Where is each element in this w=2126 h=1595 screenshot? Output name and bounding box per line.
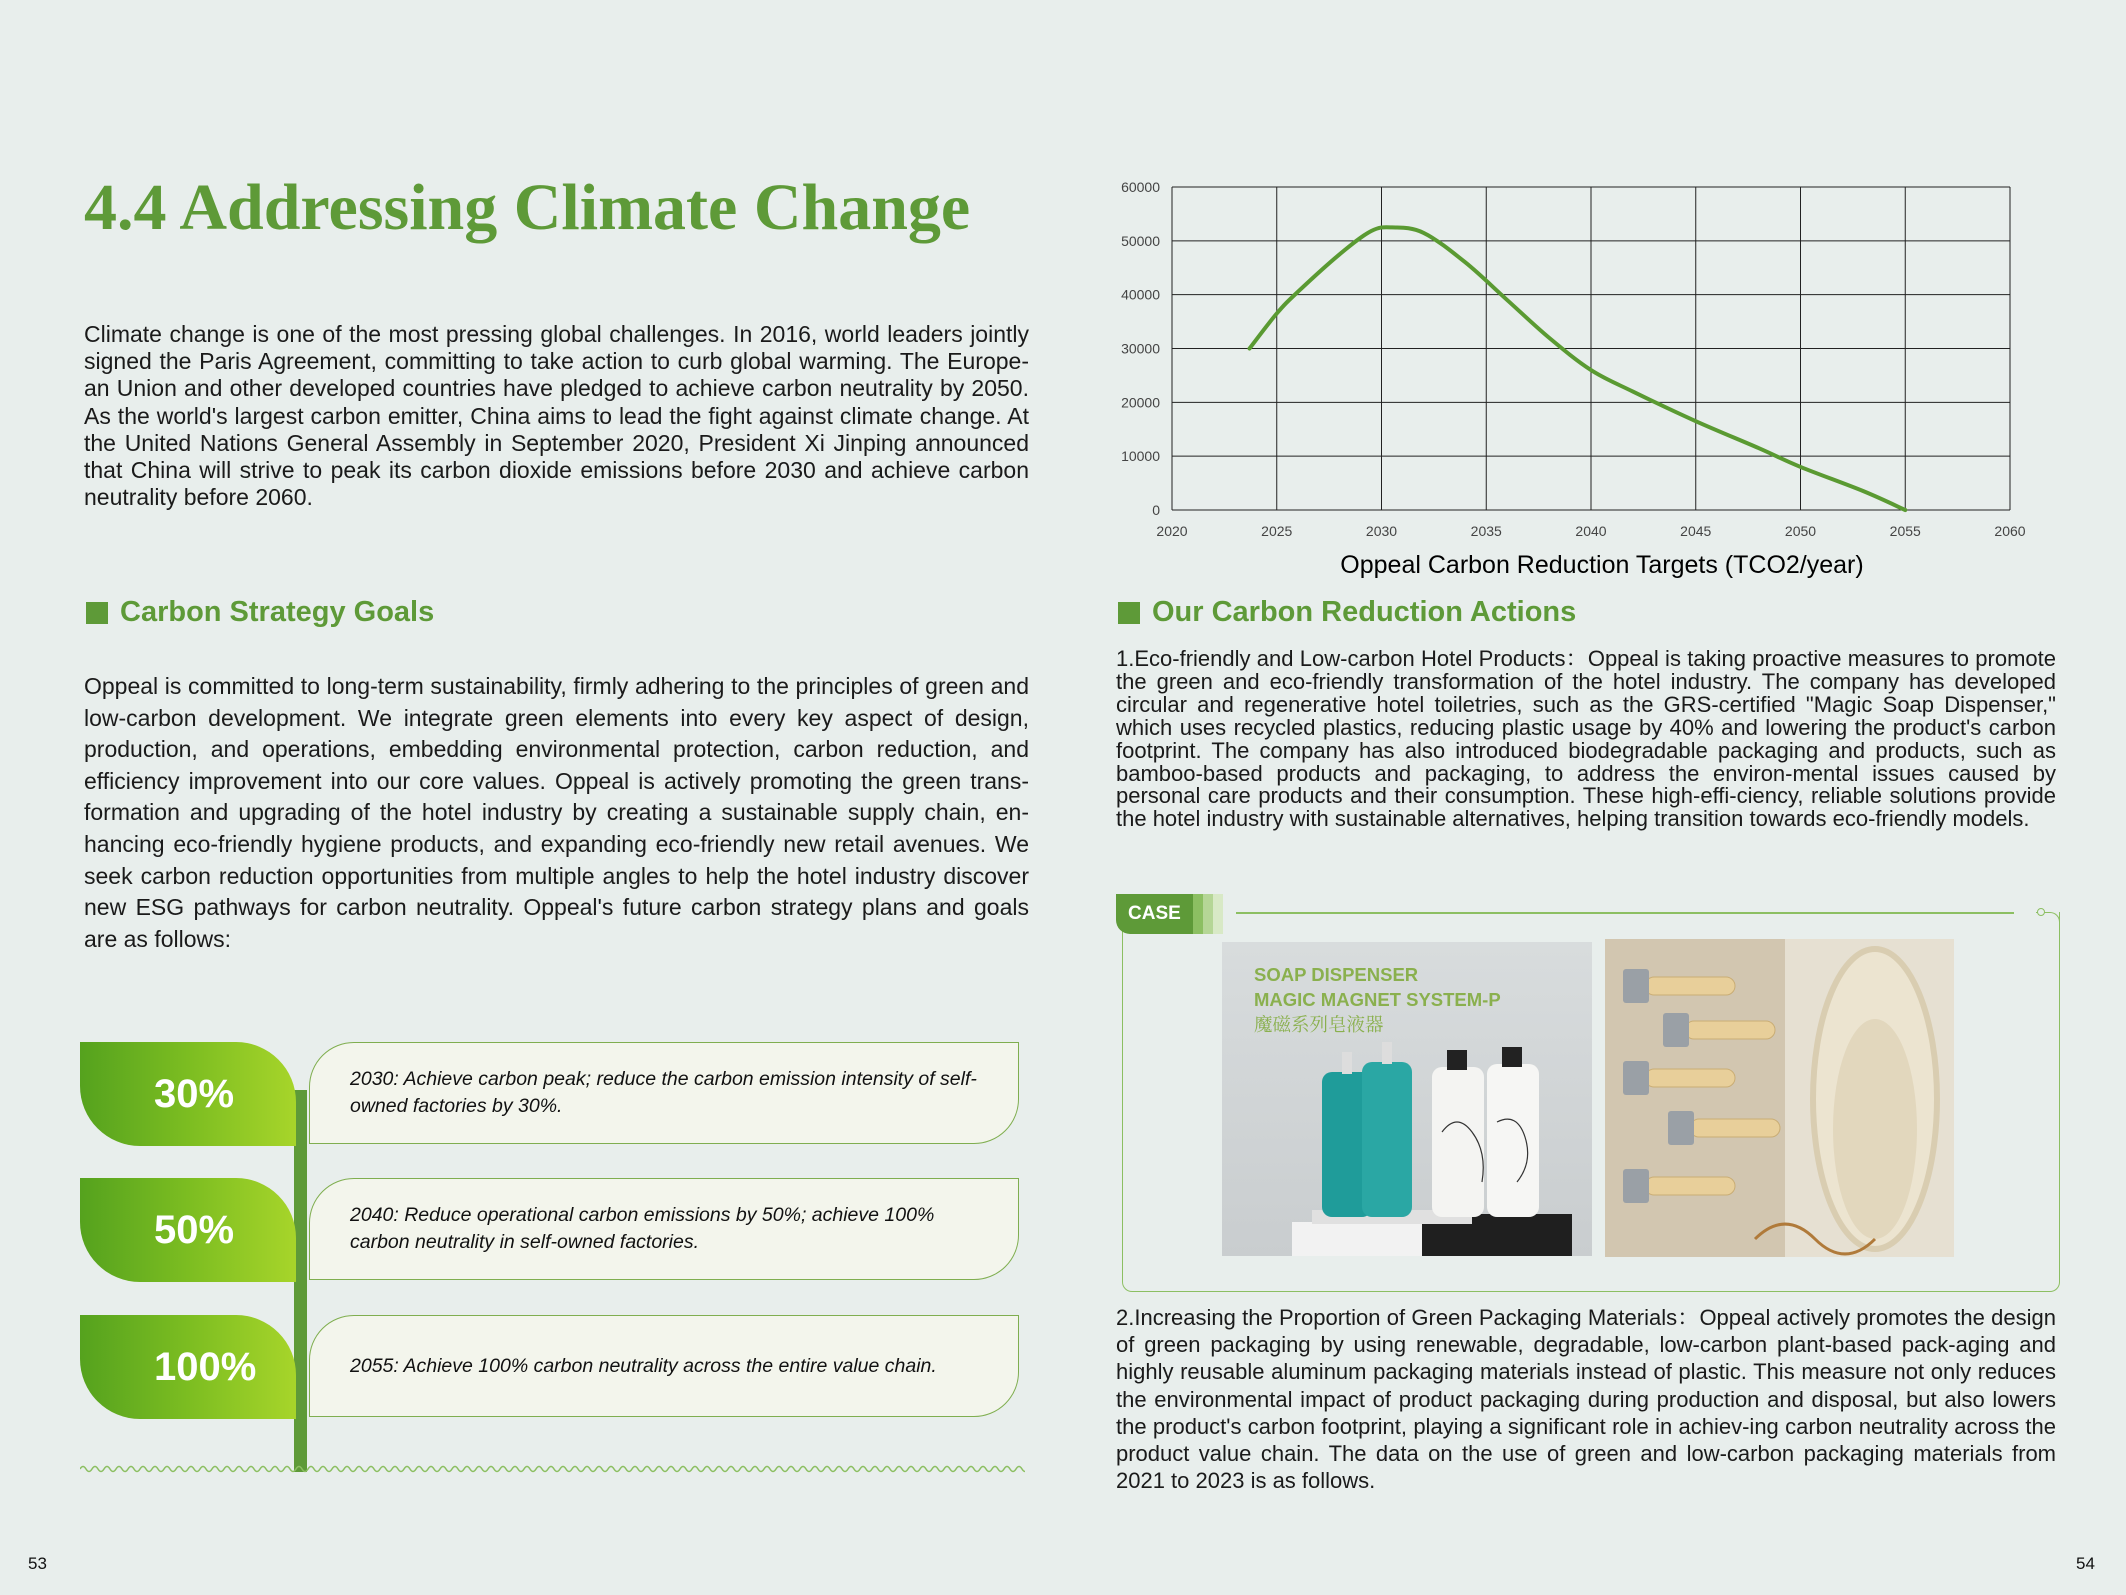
chart-y-tick-label: 0 xyxy=(1152,502,1160,518)
heading-square-icon xyxy=(86,602,108,624)
chart-x-tick-label: 2040 xyxy=(1575,523,1607,539)
strategy-paragraph: Oppeal is committed to long-term sustainability, firmly adhering to the principles of green and low-carbon development. We integrate green elements into every key aspect of design, production, and operations, embedding environmental protection, carbon reduction, and efficiency improvement into our core values. Oppeal is actively promoting the green trans-formation and upgrading of the hotel industry by creating a sustainable supply chain, en-hancing eco-friendly hygiene products, and expanding eco-friendly new retail avenues. We seek carbon reduction opportunities from multiple angles to help the hotel industry discover new ESG pathways for carbon neutrality. Oppeal's future carbon strategy plans and goals are as follows: xyxy=(84,673,1029,952)
chart-x-tick-label: 2030 xyxy=(1365,523,1398,539)
bamboo-illustration xyxy=(1605,939,1954,1257)
goal-text-box xyxy=(309,1315,1019,1417)
bamboo-products-photo xyxy=(1605,939,1954,1257)
goal-percent-badge: 100% xyxy=(80,1315,296,1419)
chart-y-tick-label: 40000 xyxy=(1121,286,1160,303)
action-2-paragraph: 2.Increasing the Proportion of Green Packaging Materials：Oppeal actively promotes the design of green packaging by using renewable, degradable, low-carbon plant-based pack-aging and highly reusable aluminum packaging materials instead of plastic. This measure not only reduces the environmental impact of product packaging during production and disposal, but also lowers the product's carbon footprint, playing a significant role in achiev-ing carbon neutrality across the product value chain. The data on the use of green and low-carbon packaging materials from 2021 to 2023 is as follows. xyxy=(1116,1305,2056,1494)
goal-percent-badge: 50% xyxy=(80,1178,296,1282)
chart-y-tick-label: 10000 xyxy=(1121,448,1160,465)
chart-y-tick-label: 60000 xyxy=(1121,179,1160,195)
carbon-targets-chart xyxy=(1110,168,2040,548)
chart-x-tick-label: 2045 xyxy=(1680,523,1712,539)
chart-y-tick-label: 30000 xyxy=(1121,340,1160,357)
actions-heading xyxy=(1118,596,1576,629)
action-1-paragraph: 1.Eco-friendly and Low-carbon Hotel Products：Oppeal is taking proactive measures to promote the green and eco-friendly transformation of the hotel industry. The company has developed circular and regenerative hotel toiletries, such as the GRS-certified "Magic Soap Dispenser," which uses recycled plastics, reducing plastic usage by 40% and lowering the product's carbon footprint. The company has also introduced biodegradable packaging and products, such as bamboo-based products and packaging, to address the environ-mental issues caused by personal care products and their consumption. These high-effi-ciency, reliable solutions provide the hotel industry with sustainable alternatives, helping transition towards eco-friendly models. xyxy=(1116,646,2056,832)
intro-paragraph: Climate change is one of the most pressing global challenges. In 2016, world leaders jointly signed the Paris Agreement, committing to take action to curb global warming. The Europe-an Union and other developed countries have pledged to achieve carbon neutrality by 2050. As the world's largest carbon emitter, China aims to lead the fight against climate change. At the United Nations General Assembly in September 2020, President Xi Jinping announced that China will strive to peak its carbon dioxide emissions before 2030 and achieve carbon neutrality before 2060. xyxy=(84,321,1029,511)
case-label: CASE xyxy=(1116,894,1193,934)
chart-title: Oppeal Carbon Reduction Targets (TCO2/year) xyxy=(1340,551,1864,579)
goal-text: 2040: Reduce operational carbon emissions by 50%; achieve 100% carbon neutrality in self-owned factories. xyxy=(350,1204,935,1253)
wave-divider xyxy=(80,1462,1025,1476)
chart-y-tick-label: 50000 xyxy=(1121,232,1160,249)
page-title: 4.4 Addressing Climate Change xyxy=(84,171,971,244)
chart-x-tick-label: 2025 xyxy=(1261,523,1293,539)
soap-dispenser-photo xyxy=(1222,942,1592,1256)
heading-square-icon xyxy=(1118,602,1140,624)
case-top-line xyxy=(1236,912,2014,914)
goal-text: 2030: Achieve carbon peak; reduce the carbon emission intensity of self-owned factories by 30%. xyxy=(350,1068,977,1117)
strategy-heading xyxy=(86,596,434,629)
goal-text: 2055: Achieve 100% carbon neutrality across the entire value chain. xyxy=(350,1354,937,1377)
photo-caption: SOAP DISPENSER MAGIC MAGNET SYSTEM-P 魔磁系列皂液器 xyxy=(1254,964,1501,1035)
chart-x-tick-label: 2060 xyxy=(1994,523,2026,539)
dispenser-illustration xyxy=(1222,942,1592,1256)
chart-y-tick-label: 20000 xyxy=(1121,394,1160,411)
goal-percent-badge: 30% xyxy=(80,1042,296,1146)
goal-text-box xyxy=(309,1042,1019,1144)
page-number-left: 53 xyxy=(28,1554,47,1573)
chart-x-tick-label: 2050 xyxy=(1784,523,1817,539)
page-number-right: 54 xyxy=(2076,1554,2095,1573)
case-tag xyxy=(1116,894,1223,934)
strategy-heading-text: Carbon Strategy Goals xyxy=(120,596,435,628)
chart-x-tick-label: 2035 xyxy=(1470,523,1502,539)
actions-heading-text: Our Carbon Reduction Actions xyxy=(1152,596,1577,628)
chart-series-line xyxy=(1250,227,1906,510)
chart-x-tick-label: 2055 xyxy=(1889,523,1921,539)
goal-text-box xyxy=(309,1178,1019,1280)
case-dot xyxy=(2037,908,2045,916)
chart-x-tick-label: 2020 xyxy=(1156,523,1188,539)
